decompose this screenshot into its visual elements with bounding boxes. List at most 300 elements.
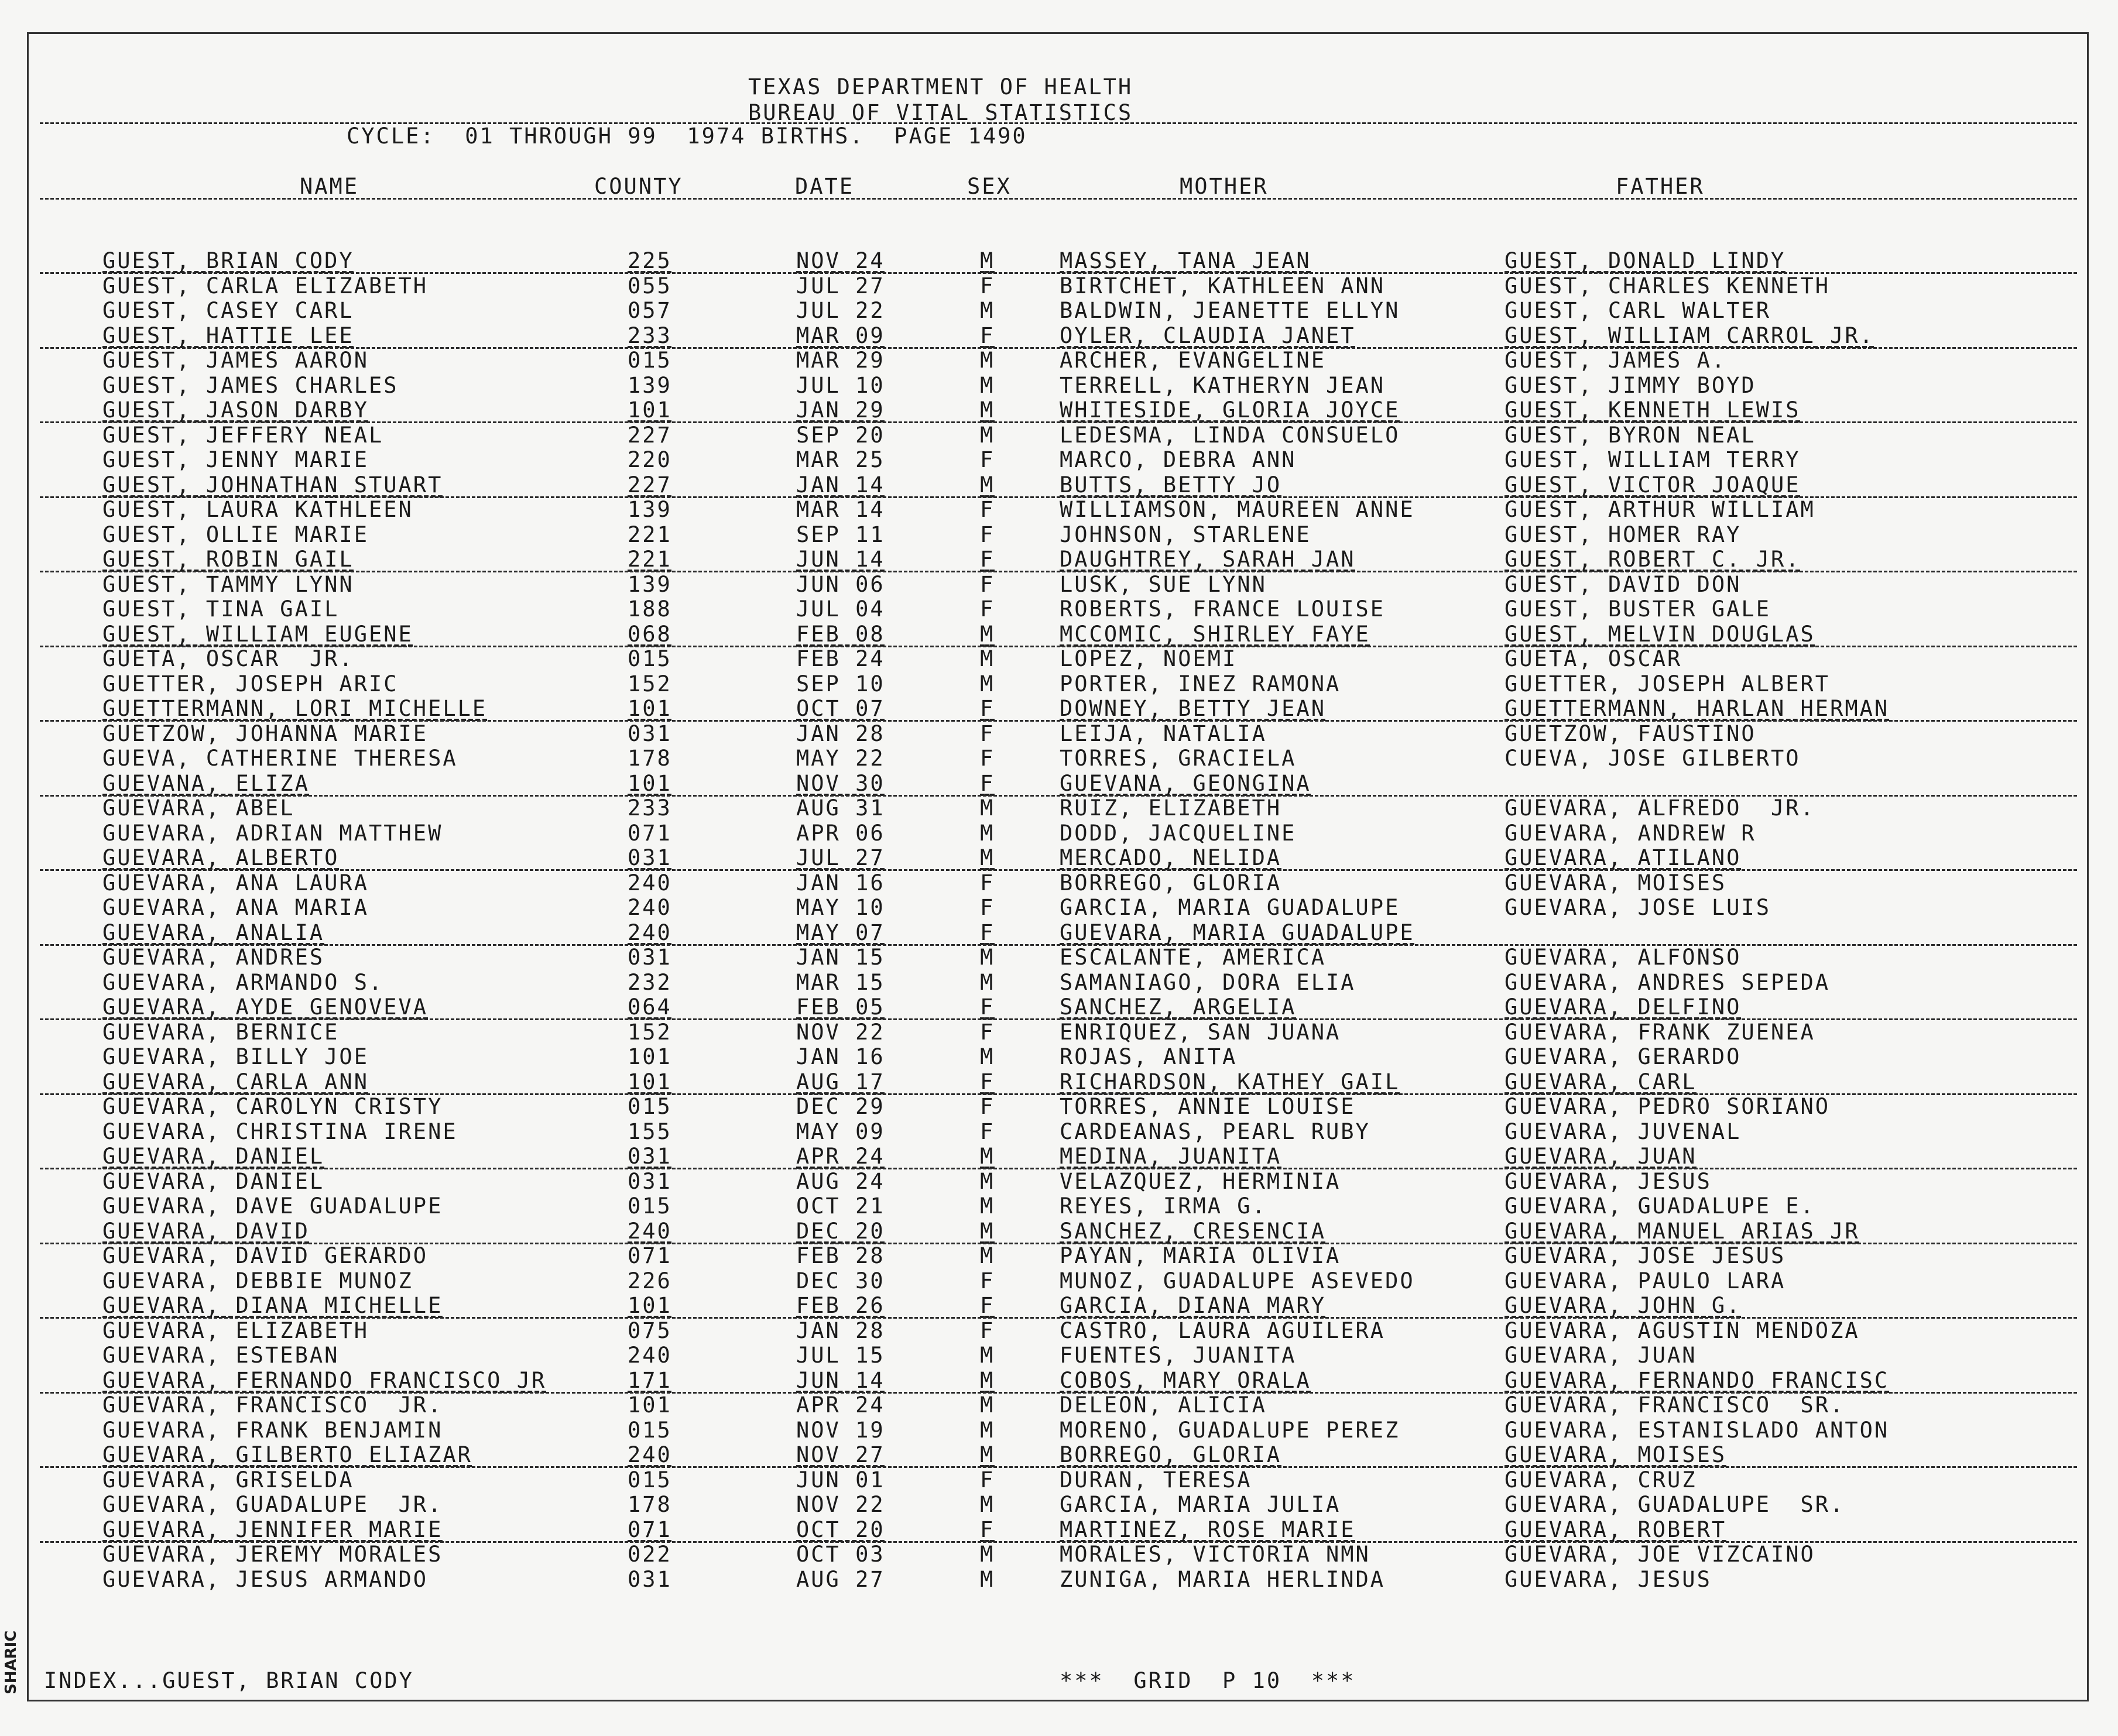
- record-date: DEC 30: [796, 1268, 885, 1294]
- record-row: [0, 1244, 2118, 1269]
- record-row: [0, 1070, 2118, 1095]
- record-date: JUN 01: [796, 1467, 885, 1493]
- record-row: [0, 572, 2118, 598]
- record-father: GUEVARA, ATILANO: [1504, 845, 1742, 870]
- record-date: MAR 09: [796, 323, 885, 348]
- record-county: 240: [628, 920, 672, 945]
- record-sex: F: [980, 497, 995, 522]
- record-sex: M: [980, 298, 995, 323]
- record-sex: M: [980, 1566, 995, 1592]
- record-row: [0, 249, 2118, 274]
- record-date: MAY 10: [796, 895, 885, 920]
- record-name: GUEVARA, BERNICE: [102, 1019, 340, 1045]
- record-father: GUEVARA, FRANK ZUENEA: [1504, 1019, 1815, 1045]
- record-sex: M: [980, 1542, 995, 1567]
- col-header-county: COUNTY: [594, 174, 683, 199]
- record-father: GUEVARA, JOSE JESUS: [1504, 1243, 1786, 1268]
- record-county: 155: [628, 1119, 672, 1144]
- record-row: [0, 970, 2118, 996]
- record-mother: MEDINA, JUANITA: [1060, 1144, 1282, 1169]
- record-county: 152: [628, 1019, 672, 1045]
- record-row: [0, 1120, 2118, 1145]
- record-date: JAN 28: [796, 721, 885, 746]
- record-date: NOV 24: [796, 248, 885, 273]
- record-county: 031: [628, 721, 672, 746]
- record-row: [0, 1368, 2118, 1394]
- record-row: [0, 423, 2118, 448]
- record-name: GUEVARA, DAVID: [102, 1218, 310, 1244]
- record-name: GUEVARA, DAVE GUADALUPE: [102, 1193, 443, 1219]
- cycle-line: CYCLE: 01 THROUGH 99 1974 BIRTHS. PAGE 1490: [347, 123, 1027, 149]
- record-date: JAN 16: [796, 870, 885, 896]
- record-name: GUEST, OLLIE MARIE: [102, 522, 369, 547]
- record-row: [0, 1144, 2118, 1169]
- record-county: 221: [628, 547, 672, 572]
- record-sex: F: [980, 596, 995, 622]
- record-mother: PORTER, INEZ RAMONA: [1060, 671, 1341, 697]
- record-father: GUEST, CHARLES KENNETH: [1504, 273, 1831, 299]
- record-row: [0, 1095, 2118, 1120]
- record-row: [0, 473, 2118, 498]
- record-date: JUL 15: [796, 1343, 885, 1368]
- record-county: 221: [628, 522, 672, 547]
- row-group-rule: [40, 421, 2077, 423]
- record-date: FEB 28: [796, 1243, 885, 1268]
- record-county: 031: [628, 845, 672, 870]
- record-name: GUEST, LAURA KATHLEEN: [102, 497, 413, 522]
- row-group-rule: [40, 1018, 2077, 1020]
- record-father: GUEVARA, PAULO LARA: [1504, 1268, 1786, 1294]
- record-father: GUEST, DONALD LINDY: [1504, 248, 1786, 273]
- record-name: GUEST, JOHNATHAN STUART: [102, 472, 443, 498]
- record-name: GUEVARA, ALBERTO: [102, 845, 340, 870]
- record-father: GUEST, KENNETH LEWIS: [1504, 397, 1801, 423]
- record-mother: TERRELL, KATHERYN JEAN: [1060, 372, 1386, 398]
- record-county: 015: [628, 1193, 672, 1219]
- record-county: 232: [628, 969, 672, 995]
- record-name: GUETTER, JOSEPH ARIC: [102, 671, 399, 697]
- record-father: CUEVA, JOSE GILBERTO: [1504, 746, 1801, 771]
- record-sex: F: [980, 1268, 995, 1294]
- record-county: 225: [628, 248, 672, 273]
- record-name: GUEST, JENNY MARIE: [102, 447, 369, 472]
- record-county: 220: [628, 447, 672, 472]
- record-county: 240: [628, 1218, 672, 1244]
- col-header-mother: MOTHER: [1180, 174, 1269, 199]
- row-group-rule: [40, 272, 2077, 274]
- record-name: GUEVARA, BILLY JOE: [102, 1044, 369, 1069]
- record-date: JUN 06: [796, 571, 885, 597]
- record-sex: M: [980, 422, 995, 448]
- record-county: 139: [628, 571, 672, 597]
- record-mother: LEIJA, NATALIA: [1060, 721, 1267, 746]
- record-row: [0, 398, 2118, 423]
- record-date: JUN 14: [796, 1367, 885, 1393]
- record-county: 101: [628, 1044, 672, 1069]
- record-row: [0, 1518, 2118, 1543]
- record-date: JUL 27: [796, 273, 885, 299]
- record-mother: ROJAS, ANITA: [1060, 1044, 1238, 1069]
- record-county: 064: [628, 994, 672, 1020]
- record-county: 240: [628, 870, 672, 896]
- record-county: 227: [628, 472, 672, 498]
- record-sex: F: [980, 1119, 995, 1144]
- record-county: 188: [628, 596, 672, 622]
- record-row: [0, 1219, 2118, 1244]
- record-mother: GARCIA, DIANA MARY: [1060, 1293, 1326, 1318]
- record-county: 071: [628, 820, 672, 846]
- record-row: [0, 597, 2118, 622]
- record-sex: F: [980, 696, 995, 721]
- record-father: GUEST, ROBERT C. JR.: [1504, 547, 1801, 572]
- record-mother: ZUNIGA, MARIA HERLINDA: [1060, 1566, 1386, 1592]
- record-mother: MASSEY, TANA JEAN: [1060, 248, 1311, 273]
- record-county: 015: [628, 348, 672, 373]
- record-father: GUEST, ARTHUR WILLIAM: [1504, 497, 1815, 522]
- record-county: 015: [628, 646, 672, 671]
- record-sex: F: [980, 721, 995, 746]
- record-father: GUEST, WILLIAM TERRY: [1504, 447, 1801, 472]
- record-father: GUETTERMANN, HARLAN HERMAN: [1504, 696, 1890, 721]
- record-sex: M: [980, 397, 995, 423]
- record-name: GUEST, JASON DARBY: [102, 397, 369, 423]
- record-date: NOV 30: [796, 770, 885, 796]
- record-mother: WILLIAMSON, MAUREEN ANNE: [1060, 497, 1415, 522]
- records-list: [0, 249, 2118, 1592]
- record-date: FEB 08: [796, 621, 885, 647]
- record-row: [0, 821, 2118, 846]
- record-row: [0, 846, 2118, 871]
- record-mother: CASTRO, LAURA AGUILERA: [1060, 1318, 1386, 1343]
- record-name: GUEVARA, FERNANDO FRANCISCO JR: [102, 1367, 547, 1393]
- record-father: GUEVARA, JUVENAL: [1504, 1119, 1742, 1144]
- record-county: 101: [628, 696, 672, 721]
- record-sex: M: [980, 472, 995, 498]
- record-date: JUL 10: [796, 372, 885, 398]
- record-sex: F: [980, 547, 995, 572]
- record-father: GUEVARA, ROBERT: [1504, 1517, 1727, 1542]
- record-sex: F: [980, 1094, 995, 1119]
- record-father: GUEST, HOMER RAY: [1504, 522, 1742, 547]
- record-row: [0, 871, 2118, 896]
- record-name: GUEVARA, CHRISTINA IRENE: [102, 1119, 458, 1144]
- record-county: 015: [628, 1417, 672, 1443]
- record-mother: CARDEANAS, PEARL RUBY: [1060, 1119, 1370, 1144]
- record-name: GUEVA, CATHERINE THERESA: [102, 746, 458, 771]
- record-mother: MCCOMIC, SHIRLEY FAYE: [1060, 621, 1370, 647]
- record-father: GUEST, JAMES A.: [1504, 348, 1727, 373]
- record-sex: F: [980, 870, 995, 896]
- record-row: [0, 622, 2118, 647]
- record-father: GUEST, BYRON NEAL: [1504, 422, 1756, 448]
- record-name: GUEVARA, GILBERTO ELIAZAR: [102, 1442, 472, 1467]
- record-mother: DAUGHTREY, SARAH JAN: [1060, 547, 1356, 572]
- row-group-rule: [40, 496, 2077, 498]
- record-date: APR 24: [796, 1144, 885, 1169]
- record-mother: DELEON, ALICIA: [1060, 1392, 1267, 1418]
- record-county: 031: [628, 1144, 672, 1169]
- record-sex: M: [980, 1343, 995, 1368]
- record-sex: M: [980, 372, 995, 398]
- record-row: [0, 448, 2118, 473]
- record-mother: VELAZQUEZ, HERMINIA: [1060, 1168, 1341, 1194]
- record-row: [0, 1493, 2118, 1518]
- record-name: GUEVARA, ANA LAURA: [102, 870, 369, 896]
- record-county: 022: [628, 1542, 672, 1567]
- record-sex: F: [980, 920, 995, 945]
- record-sex: M: [980, 1417, 995, 1443]
- record-county: 055: [628, 273, 672, 299]
- record-mother: DODD, JACQUELINE: [1060, 820, 1297, 846]
- record-row: [0, 274, 2118, 299]
- record-county: 057: [628, 298, 672, 323]
- record-date: NOV 22: [796, 1492, 885, 1517]
- record-row: [0, 921, 2118, 946]
- record-sex: F: [980, 571, 995, 597]
- record-name: GUEVARA, FRANCISCO JR.: [102, 1392, 443, 1418]
- record-mother: BUTTS, BETTY JO: [1060, 472, 1282, 498]
- record-father: GUEVARA, JUAN: [1504, 1343, 1697, 1368]
- record-county: 031: [628, 1566, 672, 1592]
- record-name: GUEVARA, ESTEBAN: [102, 1343, 340, 1368]
- record-mother: LOPEZ, NOEMI: [1060, 646, 1238, 671]
- record-mother: BALDWIN, JEANETTE ELLYN: [1060, 298, 1400, 323]
- record-father: GUEVARA, PEDRO SORIANO: [1504, 1094, 1831, 1119]
- record-father: GUETTER, JOSEPH ALBERT: [1504, 671, 1831, 697]
- record-county: 101: [628, 1293, 672, 1318]
- record-date: JUN 14: [796, 547, 885, 572]
- record-county: 240: [628, 1343, 672, 1368]
- record-county: 178: [628, 746, 672, 771]
- record-date: NOV 19: [796, 1417, 885, 1443]
- record-row: [0, 1294, 2118, 1319]
- record-row: [0, 498, 2118, 523]
- record-county: 139: [628, 372, 672, 398]
- record-row: [0, 324, 2118, 349]
- record-father: GUEVARA, DELFINO: [1504, 994, 1742, 1020]
- record-date: OCT 20: [796, 1517, 885, 1542]
- record-sex: M: [980, 1492, 995, 1517]
- record-sex: F: [980, 994, 995, 1020]
- record-mother: GARCIA, MARIA JULIA: [1060, 1492, 1341, 1517]
- record-mother: FUENTES, JUANITA: [1060, 1343, 1297, 1368]
- record-sex: F: [980, 323, 995, 348]
- record-row: [0, 722, 2118, 747]
- row-group-rule: [40, 1168, 2077, 1169]
- record-name: GUEVARA, DANIEL: [102, 1144, 325, 1169]
- record-mother: JOHNSON, STARLENE: [1060, 522, 1311, 547]
- record-county: 071: [628, 1243, 672, 1268]
- record-row: [0, 1343, 2118, 1368]
- record-name: GUEVANA, ELIZA: [102, 770, 310, 796]
- record-sex: M: [980, 945, 995, 970]
- record-sex: M: [980, 1044, 995, 1069]
- record-county: 101: [628, 770, 672, 796]
- record-father: GUEST, CARL WALTER: [1504, 298, 1771, 323]
- record-mother: RUIZ, ELIZABETH: [1060, 795, 1282, 821]
- record-sex: F: [980, 1318, 995, 1343]
- row-group-rule: [40, 1243, 2077, 1244]
- record-mother: PAYAN, MARIA OLIVIA: [1060, 1243, 1341, 1268]
- record-row: [0, 771, 2118, 797]
- record-sex: M: [980, 248, 995, 273]
- record-sex: M: [980, 845, 995, 870]
- record-sex: M: [980, 1144, 995, 1169]
- record-name: GUEVARA, ABEL: [102, 795, 295, 821]
- record-father: GUEVARA, JESUS: [1504, 1168, 1712, 1194]
- agency-title: TEXAS DEPARTMENT OF HEALTH: [748, 74, 1133, 100]
- row-group-rule: [40, 869, 2077, 871]
- record-sex: F: [980, 522, 995, 547]
- record-father: GUEVARA, ALFONSO: [1504, 945, 1742, 970]
- record-father: GUEVARA, ANDREW R: [1504, 820, 1756, 846]
- record-father: GUEVARA, FERNANDO FRANCISC: [1504, 1367, 1890, 1393]
- record-date: APR 24: [796, 1392, 885, 1418]
- record-row: [0, 1393, 2118, 1418]
- footer-index: INDEX...GUEST, BRIAN CODY: [44, 1668, 414, 1693]
- record-date: MAY 09: [796, 1119, 885, 1144]
- record-name: GUEVARA, GUADALUPE JR.: [102, 1492, 443, 1517]
- col-header-name: NAME: [300, 174, 359, 199]
- record-row: [0, 1468, 2118, 1493]
- record-sex: M: [980, 1367, 995, 1393]
- record-name: GUEVARA, JENNIFER MARIE: [102, 1517, 443, 1542]
- record-name: GUEST, BRIAN CODY: [102, 248, 354, 273]
- record-sex: M: [980, 1442, 995, 1467]
- record-date: AUG 24: [796, 1168, 885, 1194]
- record-father: GUEVARA, FRANCISCO SR.: [1504, 1392, 1845, 1418]
- row-group-rule: [40, 720, 2077, 722]
- record-mother: ARCHER, EVANGELINE: [1060, 348, 1326, 373]
- record-county: 240: [628, 1442, 672, 1467]
- record-name: GUEVARA, ANALIA: [102, 920, 325, 945]
- record-sex: F: [980, 1467, 995, 1493]
- record-county: 152: [628, 671, 672, 697]
- record-row: [0, 348, 2118, 373]
- record-county: 101: [628, 397, 672, 423]
- record-sex: M: [980, 969, 995, 995]
- record-mother: GUEVARA, MARIA GUADALUPE: [1060, 920, 1415, 945]
- record-sex: M: [980, 621, 995, 647]
- record-row: [0, 1045, 2118, 1070]
- record-date: AUG 17: [796, 1069, 885, 1095]
- record-date: MAR 25: [796, 447, 885, 472]
- record-date: SEP 20: [796, 422, 885, 448]
- record-date: JAN 29: [796, 397, 885, 423]
- record-row: [0, 697, 2118, 722]
- row-group-rule: [40, 571, 2077, 572]
- record-name: GUEVARA, AYDE GENOVEVA: [102, 994, 429, 1020]
- record-father: GUEST, JIMMY BOYD: [1504, 372, 1756, 398]
- record-sex: M: [980, 1392, 995, 1418]
- record-sex: F: [980, 273, 995, 299]
- record-date: SEP 11: [796, 522, 885, 547]
- col-header-sex: SEX: [967, 174, 1012, 199]
- record-sex: M: [980, 1168, 995, 1194]
- record-mother: MORALES, VICTORIA NMN: [1060, 1542, 1370, 1567]
- record-father: GUEVARA, ESTANISLADO ANTON: [1504, 1417, 1890, 1443]
- record-mother: WHITESIDE, GLORIA JOYCE: [1060, 397, 1400, 423]
- record-mother: GARCIA, MARIA GUADALUPE: [1060, 895, 1400, 920]
- record-sex: F: [980, 1517, 995, 1542]
- record-mother: TORRES, ANNIE LOUISE: [1060, 1094, 1356, 1119]
- record-county: 227: [628, 422, 672, 448]
- record-date: MAR 15: [796, 969, 885, 995]
- record-father: GUEVARA, GUADALUPE E.: [1504, 1193, 1815, 1219]
- record-mother: SAMANIAGO, DORA ELIA: [1060, 969, 1356, 995]
- record-mother: DOWNEY, BETTY JEAN: [1060, 696, 1326, 721]
- record-date: FEB 05: [796, 994, 885, 1020]
- record-name: GUEST, TAMMY LYNN: [102, 571, 354, 597]
- record-row: [0, 547, 2118, 572]
- record-father: GUEST, MELVIN DOUGLAS: [1504, 621, 1815, 647]
- record-row: [0, 1567, 2118, 1593]
- record-sex: F: [980, 895, 995, 920]
- record-date: JUL 04: [796, 596, 885, 622]
- record-father: GUEVARA, CRUZ: [1504, 1467, 1697, 1493]
- record-mother: SANCHEZ, CRESENCIA: [1060, 1218, 1326, 1244]
- record-sex: M: [980, 1193, 995, 1219]
- record-mother: OYLER, CLAUDIA JANET: [1060, 323, 1356, 348]
- record-county: 015: [628, 1094, 672, 1119]
- record-row: [0, 746, 2118, 771]
- record-date: DEC 20: [796, 1218, 885, 1244]
- record-father: GUEVARA, JOHN G.: [1504, 1293, 1742, 1318]
- record-row: [0, 896, 2118, 921]
- record-mother: SANCHEZ, ARGELIA: [1060, 994, 1297, 1020]
- record-father: GUEVARA, JUAN: [1504, 1144, 1697, 1169]
- record-sex: M: [980, 1243, 995, 1268]
- record-name: GUETZOW, JOHANNA MARIE: [102, 721, 429, 746]
- record-name: GUEVARA, ANDRES: [102, 945, 325, 970]
- record-name: GUEVARA, DANIEL: [102, 1168, 325, 1194]
- record-sex: F: [980, 746, 995, 771]
- record-row: [0, 1194, 2118, 1219]
- record-date: SEP 10: [796, 671, 885, 697]
- record-name: GUEVARA, CAROLYN CRISTY: [102, 1094, 443, 1119]
- record-sex: M: [980, 1218, 995, 1244]
- record-row: [0, 1418, 2118, 1443]
- record-mother: MARTINEZ, ROSE MARIE: [1060, 1517, 1356, 1542]
- record-date: JAN 28: [796, 1318, 885, 1343]
- record-name: GUEVARA, DAVID GERARDO: [102, 1243, 429, 1268]
- record-mother: MARCO, DEBRA ANN: [1060, 447, 1297, 472]
- record-father: GUETA, OSCAR: [1504, 646, 1682, 671]
- record-father: GUEST, WILLIAM CARROL JR.: [1504, 323, 1874, 348]
- row-group-rule: [40, 347, 2077, 349]
- record-mother: ROBERTS, FRANCE LOUISE: [1060, 596, 1386, 622]
- record-name: GUEVARA, JEREMY MORALES: [102, 1542, 443, 1567]
- record-date: DEC 29: [796, 1094, 885, 1119]
- record-county: 101: [628, 1069, 672, 1095]
- record-row: [0, 647, 2118, 672]
- row-group-rule: [40, 1392, 2077, 1394]
- record-sex: F: [980, 1069, 995, 1095]
- col-header-date: DATE: [795, 174, 855, 199]
- record-mother: REYES, IRMA G.: [1060, 1193, 1267, 1219]
- record-county: 031: [628, 1168, 672, 1194]
- record-name: GUEST, HATTIE LEE: [102, 323, 354, 348]
- record-county: 101: [628, 1392, 672, 1418]
- record-mother: RICHARDSON, KATHEY GAIL: [1060, 1069, 1400, 1095]
- record-row: [0, 672, 2118, 697]
- record-row: [0, 1319, 2118, 1344]
- record-row: [0, 299, 2118, 324]
- record-date: JUL 22: [796, 298, 885, 323]
- record-mother: BIRTCHET, KATHLEEN ANN: [1060, 273, 1386, 299]
- record-name: GUEST, TINA GAIL: [102, 596, 340, 622]
- record-name: GUEVARA, DIANA MICHELLE: [102, 1293, 443, 1318]
